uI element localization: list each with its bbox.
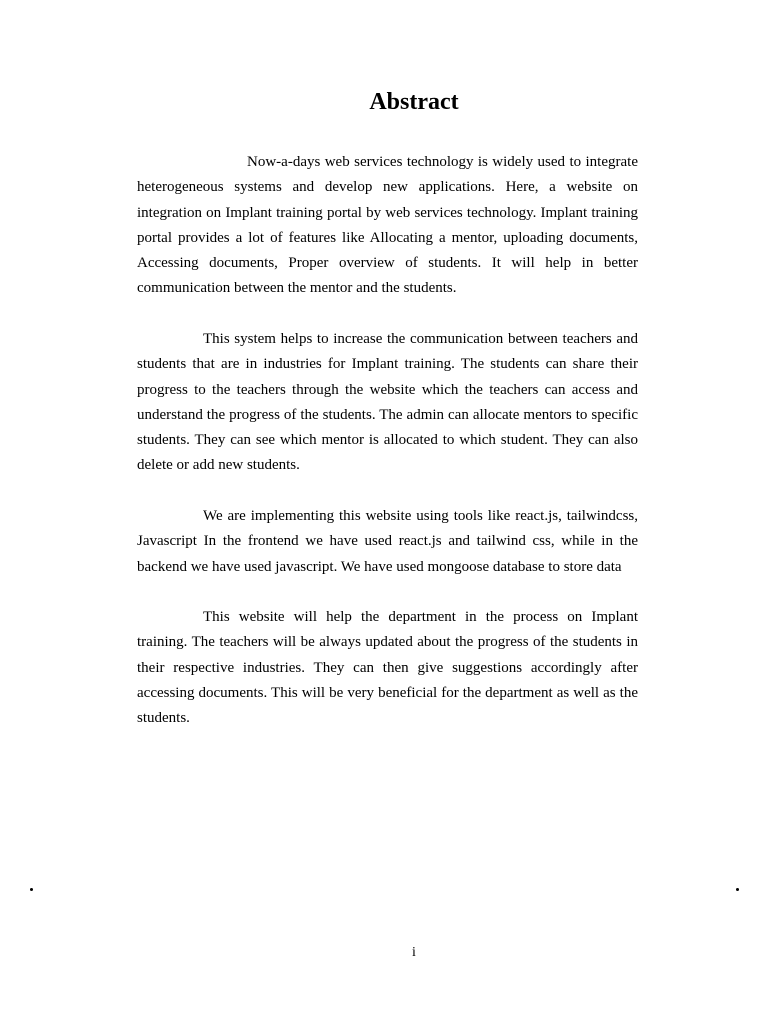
abstract-paragraph-2: This system helps to increase the communication between teachers and students that are in industries for Implant training. The students can share their progress to the teachers through the website which the teachers can access and understand the progress of the students. The admin can allocate mentors to specific students. They can see which mentor is allocated to which student. They can also delete or add new students. — [137, 331, 638, 474]
page-title: Abstract — [369, 89, 459, 115]
abstract-paragraph-3: We are implementing this website using tools like react.js, tailwindcss, Javascript In the frontend we have used react.js and tailwind css, while in the backend we have used javascript. We have used mongoose database to store data — [137, 508, 638, 575]
page-number: i — [412, 945, 416, 960]
abstract-paragraph-4: This website will help the department in the process on Implant training. The teachers will be always updated about the progress of the students in their respective industries. They can then give suggestions accordingly after accessing documents. This will be very beneficial for the department as well as the students. — [137, 609, 638, 727]
abstract-paragraph-1: Now-a-days web services technology is widely used to integrate heterogeneous systems and develop new applications. Here, a website on integration on Implant training portal by web services technology. Implant training portal provides a lot of features like Allocating a mentor, uploading documents, Accessing documents, Proper overview of students. It will help in better communication between the mentor and the students. — [137, 154, 638, 297]
margin-dot-left — [30, 888, 33, 891]
margin-dot-right — [736, 888, 739, 891]
